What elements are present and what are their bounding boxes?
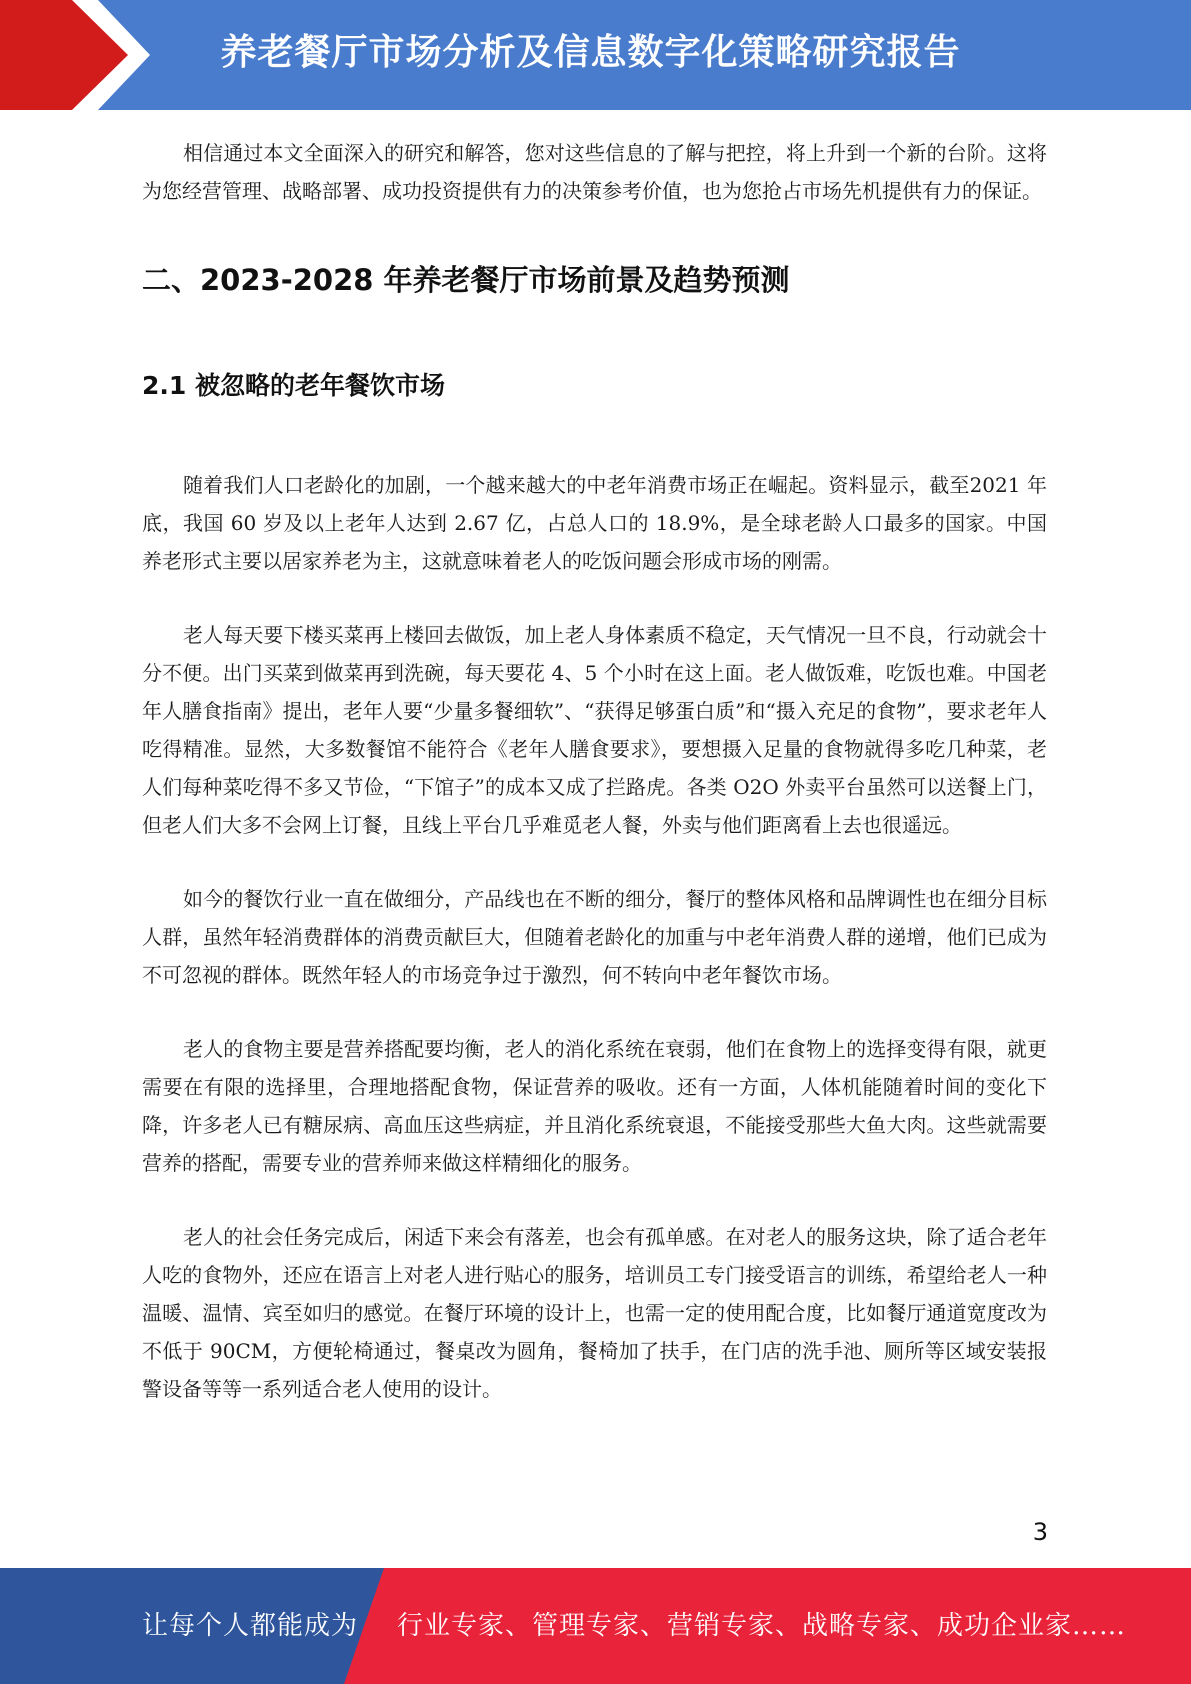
subsection-heading: 2.1 被忽略的老年餐饮市场 (142, 371, 445, 400)
section-heading: 二、2023-2028 年养老餐厅市场前景及趋势预测 (142, 263, 790, 297)
paragraph-gap (142, 844, 1047, 880)
body-paragraph: 随着我们人口老龄化的加剧，一个越来越大的中老年消费市场正在崛起。资料显示，截至2021 年底，我国 60 岁及以上老年人达到 2.67 亿，占总人口的 18.9%，是全球老龄人口最多的国家。中国养老形式主要以居家养老为主，这就意味着老人的吃饭问题会形成市场的刚需。 (142, 473, 1047, 573)
intro-paragraph: 相信通过本文全面深入的研究和解答，您对这些信息的了解与把控，将上升到一个新的台阶。这将为您经营管理、战略部署、成功投资提供有力的决策参考价值，也为您抢占市场先机提供有力的保证。 (142, 141, 1047, 203)
page-footer (0, 1568, 1191, 1684)
main-content (142, 134, 1047, 1408)
paragraph-gap (142, 580, 1047, 616)
header-chevron-decoration (0, 0, 160, 110)
paragraph-gap (142, 1182, 1047, 1218)
body-paragraph: 如今的餐饮行业一直在做细分，产品线也在不断的细分，餐厅的整体风格和品牌调性也在细分目标人群，虽然年轻消费群体的消费贡献巨大，但随着老龄化的加重与中老年消费人群的递增，他们已成为不可忽视的群体。既然年轻人的市场竞争过于激烈，何不转向中老年餐饮市场。 (142, 887, 1047, 987)
paragraph-gap (142, 994, 1047, 1030)
body-paragraph: 老人每天要下楼买菜再上楼回去做饭，加上老人身体素质不稳定，天气情况一旦不良，行动就会十分不便。出门买菜到做菜再到洗碗，每天要花 4、5 个小时在这上面。老人做饭难，吃饭也难。中国老年人膳食指南》提出，老年人要“少量多餐细软”、“获得足够蛋白质”和“摄入充足的食物”，要求老年人吃得精准。显然，大多数餐馆不能符合《老年人膳食要求》，要想摄入足量的食物就得多吃几种菜，老人们每种菜吃得不多又节俭，“下馆子”的成本又成了拦路虎。各类 O2O 外卖平台虽然可以送餐上门，但老人们大多不会网上订餐，且线上平台几乎难觅老人餐，外卖与他们距离看上去也很遥远。 (142, 623, 1047, 837)
footer-slogan-right: 行业专家、管理专家、营销专家、战略专家、成功企业家…… (397, 1611, 1127, 1641)
page-header (0, 0, 1191, 110)
body-paragraph: 老人的食物主要是营养搭配要均衡，老人的消化系统在衰弱，他们在食物上的选择变得有限，就更需要在有限的选择里，合理地搭配食物，保证营养的吸收。还有一方面，人体机能随着时间的变化下降，许多老人已有糖尿病、高血压这些病症，并且消化系统衰退，不能接受那些大鱼大肉。这些就需要营养的搭配，需要专业的营养师来做这样精细化的服务。 (142, 1037, 1047, 1175)
report-title: 养老餐厅市场分析及信息数字化策略研究报告 (220, 32, 961, 73)
body-paragraph: 老人的社会任务完成后，闲适下来会有落差，也会有孤单感。在对老人的服务这块，除了适合老年人吃的食物外，还应在语言上对老人进行贴心的服务，培训员工专门接受语言的训练，希望给老人一种温暖、温情、宾至如归的感觉。在餐厅环境的设计上，也需一定的使用配合度，比如餐厅通道宽度改为不低于 90CM，方便轮椅通过，餐桌改为圆角，餐椅加了扶手，在门店的洗手池、厕所等区域安装报警设备等等一系列适合老人使用的设计。 (142, 1225, 1047, 1401)
page-number: 3 (1032, 1518, 1048, 1546)
footer-slogan-left: 让每个人都能成为 (142, 1611, 359, 1641)
